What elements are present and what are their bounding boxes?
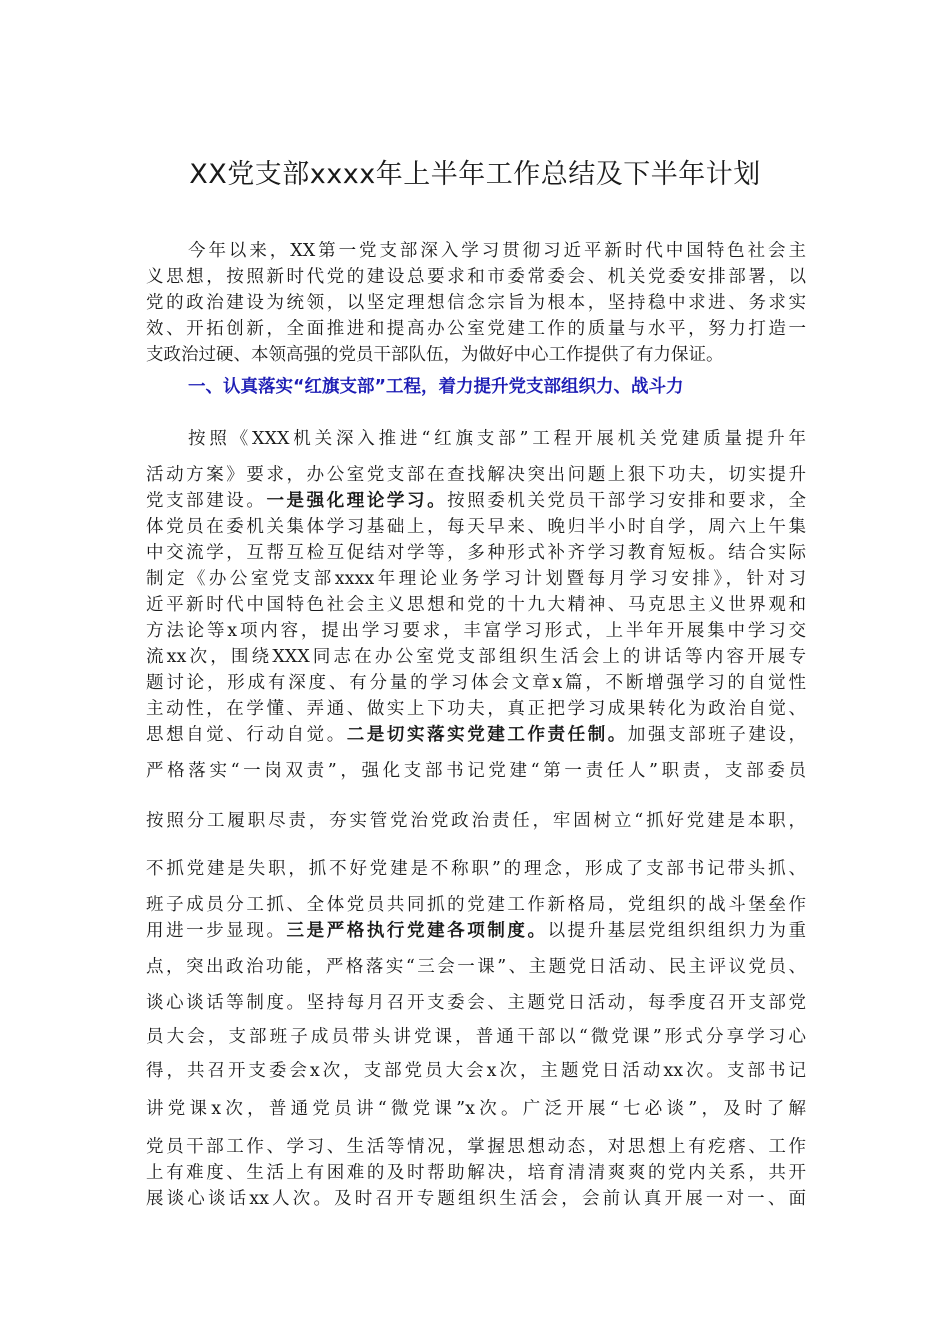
body-line: 活动方案》要求，办公室党支部在查找解决突出问题上狠下功夫，切实提升 <box>146 465 806 485</box>
body-line: 体党员在委机关集体学习基础上，每天早来、晚归半小时自学，周六上午集 <box>146 517 806 537</box>
body-line <box>146 488 806 514</box>
intro-line: 党的政治建设为统领，以坚定理想信念宗旨为根本，坚持稳中求进、务求实 <box>146 293 806 313</box>
body-line: 中交流学，互帮互检互促结对学等，多种形式补齐学习教育短板。结合实际 <box>146 543 806 563</box>
body-line <box>146 918 806 944</box>
section-heading: 一、认真落实“红旗支部”工程，着力提升党支部组织力、战斗力 <box>188 377 684 397</box>
body-line: 上有难度、生活上有困难的及时帮助解决，培育清清爽爽的党内关系，共开 <box>146 1163 806 1183</box>
body-line: 展谈心谈话xx人次。及时召开专题组织生活会，会前认真开展一对一、面 <box>146 1189 806 1209</box>
bold-point-1: 一是强化理论学习。 <box>266 491 448 511</box>
body-text: 用进一步显现。 <box>146 921 287 941</box>
body-line <box>146 722 806 748</box>
body-text: 思想自觉、行动自觉。 <box>146 725 347 745</box>
intro-line: 今年以来，XX第一党支部深入学习贯彻习近平新时代中国特色社会主 <box>188 241 806 261</box>
body-line: 方法论等x项内容，提出学习要求，丰富学习形式，上半年开展集中学习交 <box>146 621 806 641</box>
body-line: 主动性，在学懂、弄通、做实上下功夫，真正把学习成果转化为政治自觉、 <box>146 699 806 719</box>
body-line: 谈心谈话等制度。坚持每月召开支委会、主题党日活动，每季度召开支部党 <box>146 993 806 1013</box>
body-text: 按照委机关党员干部学习安排和要求，全 <box>447 491 806 511</box>
body-line: 近平新时代中国特色社会主义思想和党的十九大精神、马克思主义世界观和 <box>146 595 806 615</box>
body-text: 加强支部班子建设， <box>627 725 806 745</box>
body-line: 班子成员分工抓、全体党员共同抓的党建工作新格局，党组织的战斗堡垒作 <box>146 895 806 915</box>
bold-point-3: 三是严格执行党建各项制度。 <box>286 921 548 941</box>
document-title: XX党支部xxxx年上半年工作总结及下半年计划 <box>189 159 761 190</box>
body-line: 员大会，支部班子成员带头讲党课，普通干部以“微党课”形式分享学习心 <box>146 1027 806 1047</box>
body-line: 严格落实“一岗双责”，强化支部书记党建“第一责任人”职责，支部委员 <box>146 761 806 781</box>
body-line: 点，突出政治功能，严格落实“三会一课”、主题党日活动、民主评议党员、 <box>146 957 806 977</box>
intro-line: 义思想，按照新时代党的建设总要求和市委常委会、机关党委安排部署，以 <box>146 267 806 287</box>
body-line: 讲党课x次，普通党员讲“微党课”x次。广泛开展“七必谈”，及时了解 <box>146 1099 806 1119</box>
body-line: 按照《XXX机关深入推进“红旗支部”工程开展机关党建质量提升年 <box>188 429 806 449</box>
body-line: 党员干部工作、学习、生活等情况，掌握思想动态，对思想上有疙瘩、工作 <box>146 1137 806 1157</box>
intro-line: 支政治过硬、本领高强的党员干部队伍，为做好中心工作提供了有力保证。 <box>146 345 724 365</box>
body-line: 流xx次，围绕XXX同志在办公室党支部组织生活会上的讲话等内容开展专 <box>146 647 806 667</box>
body-line: 不抓党建是失职，抓不好党建是不称职”的理念，形成了支部书记带头抓、 <box>146 859 806 879</box>
bold-point-2: 二是切实落实党建工作责任制。 <box>346 725 628 745</box>
body-text: 党支部建设。 <box>146 491 267 511</box>
body-line: 按照分工履职尽责，夯实管党治党政治责任，牢固树立“抓好党建是本职， <box>146 811 806 831</box>
body-line: 制定《办公室党支部xxxx年理论业务学习计划暨每月学习安排》，针对习 <box>146 569 806 589</box>
body-text: 以提升基层党组织组织力为重 <box>547 921 806 941</box>
body-line: 得，共召开支委会x次，支部党员大会x次，主题党日活动xx次。支部书记 <box>146 1061 806 1081</box>
body-line: 题讨论，形成有深度、有分量的学习体会文章x篇，不断增强学习的自觉性 <box>146 673 806 693</box>
intro-line: 效、开拓创新，全面推进和提高办公室党建工作的质量与水平，努力打造一 <box>146 319 806 339</box>
